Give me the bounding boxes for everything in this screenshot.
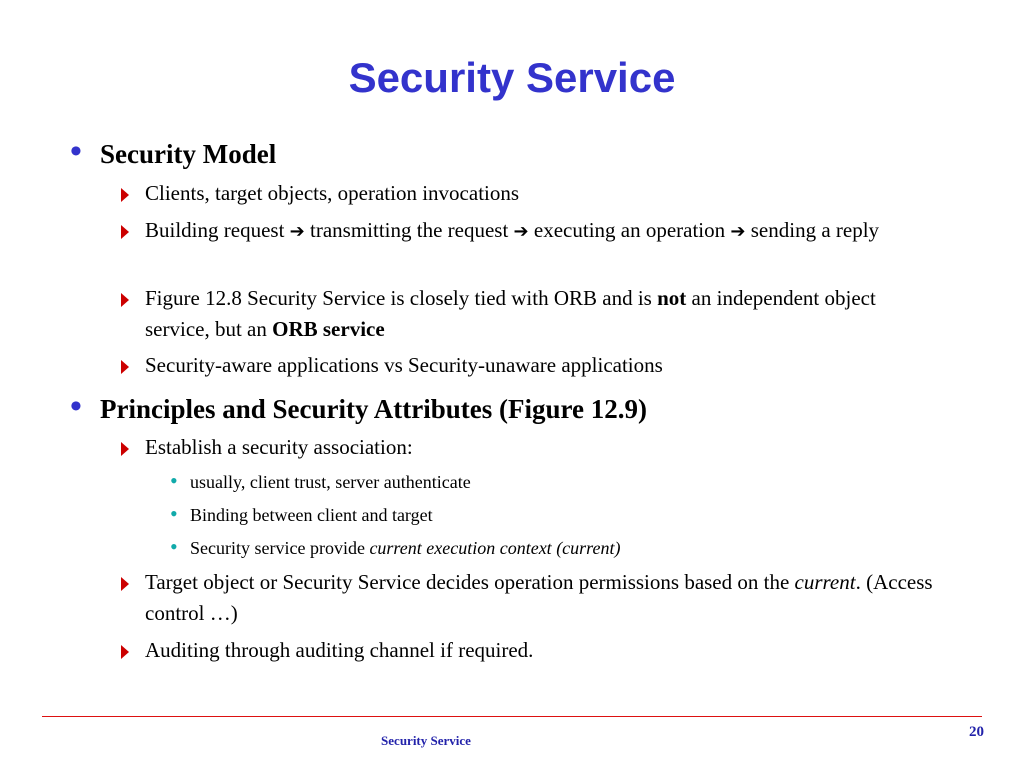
bullet-auditing xyxy=(145,635,945,666)
bullet-emphasis: not xyxy=(657,286,687,310)
bullet-text: Auditing through auditing channel if required. xyxy=(145,638,534,662)
bullet-italic: current xyxy=(794,570,856,594)
bullet-usually xyxy=(170,468,950,494)
bullet-text: Principles and Security Attributes (Figure 12.9) xyxy=(100,394,647,424)
slide-title: Security Service xyxy=(348,54,676,101)
triangle-bullet-icon xyxy=(121,442,129,456)
bullet-text: an independent object service, but an xyxy=(145,286,876,341)
triangle-bullet-icon xyxy=(121,577,129,591)
bullet-provide xyxy=(170,534,950,560)
bullet-text: executing an operation xyxy=(533,218,726,242)
arrow-right-icon: ➔ xyxy=(289,221,305,242)
bullet-clients xyxy=(145,178,945,209)
bullet-emphasis: ORB service xyxy=(272,317,385,341)
bullet-text: Security Model xyxy=(100,139,277,169)
bullet-principles xyxy=(70,388,980,425)
bullet-text: transmitting the request xyxy=(310,218,509,242)
bullet-italic: current execution context (current) xyxy=(369,538,621,558)
bullet-text: Building request xyxy=(145,218,285,242)
bullet-text: . (Access control …) xyxy=(145,570,933,625)
footer-divider xyxy=(42,716,982,717)
bullet-text: Figure 12.8 Security Service is closely tied with ORB and is xyxy=(145,286,652,310)
small-dot-icon: • xyxy=(170,534,178,559)
triangle-bullet-icon xyxy=(121,225,129,239)
bullet-text: usually, client trust, server authenticate xyxy=(190,472,471,492)
bullet-text: Security service provide xyxy=(190,538,365,558)
arrow-right-icon: ➔ xyxy=(730,221,746,242)
page-number: 20 xyxy=(969,724,984,740)
bullet-text: Clients, target objects, operation invocations xyxy=(145,181,520,205)
bullet-dot-icon: • xyxy=(70,133,82,170)
small-dot-icon: • xyxy=(170,501,178,526)
bullet-text: Establish a security association: xyxy=(145,435,413,459)
bullet-figure xyxy=(145,283,945,345)
bullet-text: Binding between client and target xyxy=(190,505,433,525)
triangle-bullet-icon xyxy=(121,188,129,202)
footer-title: Security Service xyxy=(381,733,471,748)
bullet-security-model xyxy=(70,133,980,170)
bullet-text: sending a reply xyxy=(750,218,880,242)
bullet-building xyxy=(145,215,945,247)
bullet-target xyxy=(145,567,945,629)
bullet-establish xyxy=(145,432,945,463)
arrow-right-icon: ➔ xyxy=(513,221,529,242)
small-dot-icon: • xyxy=(170,468,178,493)
bullet-text: Security-aware applications vs Security-unaware applications xyxy=(145,353,663,377)
bullet-aware xyxy=(145,350,945,381)
bullet-dot-icon: • xyxy=(70,388,82,425)
triangle-bullet-icon xyxy=(121,645,129,659)
bullet-binding xyxy=(170,501,950,527)
triangle-bullet-icon xyxy=(121,293,129,307)
triangle-bullet-icon xyxy=(121,360,129,374)
bullet-text: Target object or Security Service decides operation permissions based on the xyxy=(145,570,790,594)
